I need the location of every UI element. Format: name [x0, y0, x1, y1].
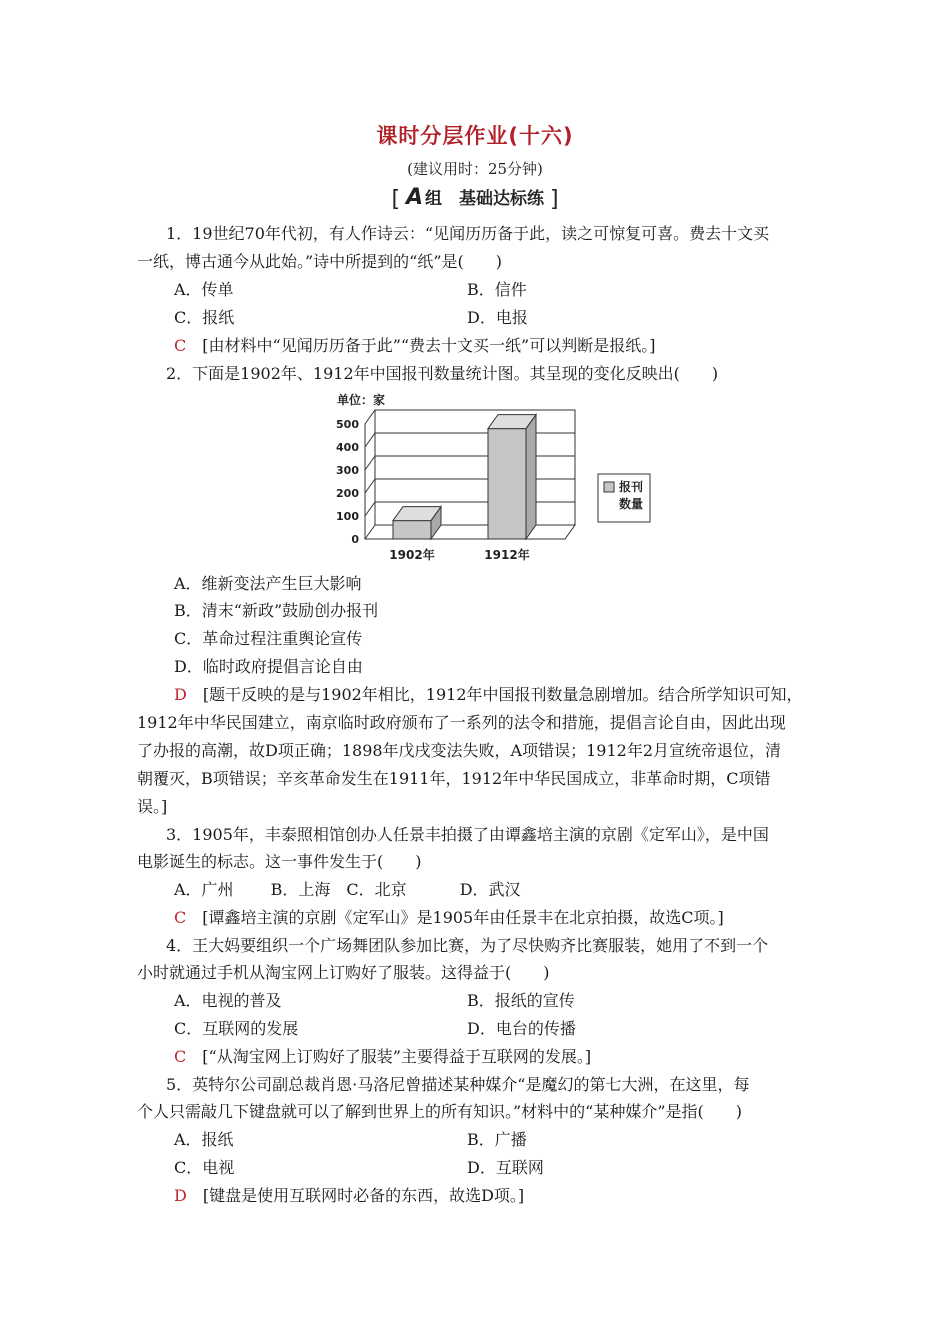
y-tick-label: 0 — [351, 533, 359, 546]
q3-answer-line — [174, 908, 724, 928]
gridline-diagonal — [365, 433, 375, 447]
q2-explanation-line1: [题干反映的是与1902年相比，1912年中国报刊数量急剧增加。结合所学知识可知， — [202, 685, 803, 704]
q3-stem-line1: 3．1905年，丰泰照相馆创办人任景丰拍摄了由谭鑫培主演的京剧《定军山》，是中国 — [166, 825, 769, 844]
q2-answer-line — [174, 685, 803, 705]
q2-option-b: B．清末“新政”鼓励创办报刊 — [174, 601, 379, 620]
q4-option-c: C．互联网的发展 — [174, 1019, 299, 1038]
q3-explanation: [谭鑫培主演的京剧《定军山》是1905年由任景丰在北京拍摄，故选C项。] — [202, 908, 724, 927]
q2-explanation-line4: 朝覆灭，B项错误；辛亥革命发生在1911年，1912年中华民国成立，非革命时期，C项错 — [137, 769, 771, 788]
chart-legend — [598, 474, 650, 522]
gridline-diagonal — [365, 479, 375, 493]
gridline-diagonal — [365, 502, 375, 516]
q3-answer: C — [174, 908, 187, 927]
legend-label-line2: 数量 — [619, 497, 644, 511]
q1-explanation: [由材料中“见闻历历备于此”“费去十文买一纸”可以判断是报纸。] — [202, 336, 656, 355]
q3-options: A．广州 B．上海 C．北京 D．武汉 — [174, 880, 521, 899]
q2-option-c: C．革命过程注重舆论宣传 — [174, 629, 363, 648]
q4-explanation: [“从淘宝网上订购好了服装”主要得益于互联网的发展。] — [202, 1047, 592, 1066]
gridline-diagonal — [365, 456, 375, 470]
q4-option-a: A．电视的普及 — [174, 991, 282, 1010]
q1-answer: C — [174, 336, 187, 355]
q1-option-c: C．报纸 — [174, 308, 235, 327]
page-title: 课时分层作业(十六) — [376, 124, 574, 148]
group-label: 组 基础达标练 — [425, 189, 545, 209]
q2-explanation-line5: 误。] — [137, 797, 168, 816]
legend-swatch — [604, 482, 614, 492]
x-tick-label: 1912年 — [484, 548, 530, 562]
q1-stem-line1: 1．19世纪70年代初，有人作诗云：“见闻历历备于此，读之可惊复可喜。费去十文买 — [166, 224, 770, 243]
q1-option-d: D．电报 — [467, 308, 528, 327]
q3-stem-line2: 电影诞生的标志。这一事件发生于( ) — [137, 852, 422, 871]
chart-unit-label: 单位：家 — [337, 393, 386, 407]
q5-option-c: C．电视 — [174, 1158, 235, 1177]
group-heading — [0, 184, 950, 212]
q2-stem: 2．下面是1902年、1912年中国报刊数量统计图。其呈现的变化反映出( ) — [166, 364, 719, 383]
group-letter: A — [405, 185, 424, 210]
q5-option-a: A．报纸 — [174, 1130, 234, 1149]
q5-stem-line1: 5．英特尔公司副总裁肖恩·马洛尼曾描述某种媒介“是魔幻的第七大洲，在这里，每 — [166, 1075, 750, 1094]
q4-stem-line1: 4．王大妈要组织一个广场舞团队参加比赛，为了尽快购齐比赛服装，她用了不到一个 — [166, 936, 769, 955]
bar-side — [526, 415, 536, 539]
gridline-diagonal — [365, 410, 375, 424]
q4-answer: C — [174, 1047, 187, 1066]
legend-label-line1: 报刊 — [619, 480, 644, 494]
q2-explanation-line2: 1912年中华民国建立，南京临时政府颁布了一系列的法令和措施，提倡言论自由，因此出现 — [137, 713, 786, 732]
group-bracket-right: ] — [549, 187, 559, 212]
chart-grid — [365, 410, 575, 516]
q1-stem-line2: 一纸，博古通今从此始。”诗中所提到的“纸”是( ) — [137, 252, 503, 271]
q5-option-b: B．广播 — [467, 1130, 527, 1149]
q5-stem-line2: 个人只需敲几下键盘就可以了解到世界上的所有知识。”材料中的“某种媒介”是指( ) — [137, 1102, 743, 1121]
group-bracket-left: [ — [391, 187, 401, 212]
q4-option-b: B．报纸的宣传 — [467, 991, 575, 1010]
page-subtitle: (建议用时：25分钟) — [407, 160, 543, 178]
bar-chart — [320, 384, 660, 574]
q5-option-d: D．互联网 — [467, 1158, 544, 1177]
q2-explanation-line3: 了办报的高潮，故D项正确；1898年戊戌变法失败，A项错误；1912年2月宣统帝退位，清 — [137, 741, 782, 760]
bar — [488, 429, 526, 539]
q1-option-a: A．传单 — [174, 280, 234, 299]
y-tick-label: 500 — [336, 418, 359, 431]
q5-answer-line — [174, 1186, 524, 1206]
y-tick-label: 200 — [336, 487, 359, 500]
q5-answer: D — [174, 1186, 187, 1205]
bar — [393, 521, 431, 539]
q5-explanation: [键盘是使用互联网时必备的东西，故选D项。] — [202, 1186, 525, 1205]
q4-stem-line2: 小时就通过手机从淘宝网上订购好了服装。这得益于( ) — [137, 963, 550, 982]
y-tick-label: 400 — [336, 441, 359, 454]
y-tick-label: 100 — [336, 510, 359, 523]
q2-answer: D — [174, 685, 187, 704]
y-tick-label: 300 — [336, 464, 359, 477]
q4-answer-line — [174, 1047, 591, 1067]
q1-answer-line — [174, 336, 655, 356]
q2-option-a: A．维新变法产生巨大影响 — [174, 574, 362, 593]
q1-option-b: B．信件 — [467, 280, 527, 299]
x-tick-label: 1902年 — [389, 548, 435, 562]
q4-option-d: D．电台的传播 — [467, 1019, 576, 1038]
q2-option-d: D．临时政府提倡言论自由 — [174, 657, 363, 676]
